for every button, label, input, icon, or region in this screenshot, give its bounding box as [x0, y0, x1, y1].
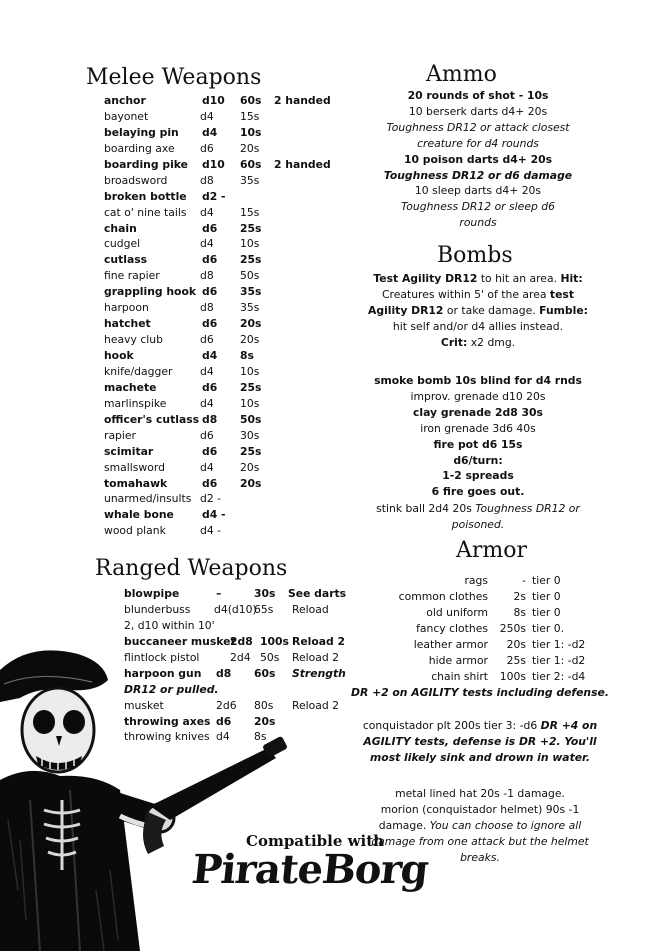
bombs-hit-label: Hit: [560, 272, 583, 285]
melee-row [104, 523, 344, 539]
armor-cost: - [522, 574, 526, 587]
bomb-item: 6 fire goes out. [431, 485, 525, 499]
ammo-line: 10 sleep darts d4+ 20s [414, 184, 542, 198]
armor-row [386, 621, 586, 637]
armor-row [386, 669, 586, 685]
ranged-weapons-title: Ranged Weapons [95, 556, 288, 581]
melee-row [104, 491, 344, 507]
conquistador-effect: DR +4 on [540, 719, 598, 732]
weapon-damage: d4 [200, 109, 214, 123]
conquistador-effect-2: AGILITY tests, defense is DR +2. You'll [363, 734, 597, 748]
bombs-rule-text: or take damage. [443, 303, 540, 317]
morion-effect-3: breaks. [460, 850, 500, 864]
armor-row [386, 653, 586, 669]
ammo-line: Toughness DR12 or d6 damage [383, 168, 573, 182]
weapon-name: hatchet [104, 317, 151, 331]
weapon-cost: 25s [240, 221, 262, 235]
weapon-name: broken bottle [104, 189, 187, 203]
weapon-damage: d8 [200, 173, 214, 187]
armor-tier: tier 0 [532, 574, 561, 587]
weapon-note: See darts [288, 587, 347, 600]
armor-row [386, 589, 586, 605]
weapon-cost: 30s [240, 428, 260, 442]
weapon-name: blunderbuss [124, 602, 191, 616]
weapon-cost: 65s [254, 602, 274, 616]
armor-cost: 2s [513, 589, 526, 603]
armor-tier: tier 0 [532, 605, 561, 619]
weapon-damage: d6 [202, 317, 218, 331]
weapon-cost: 10s [240, 237, 260, 251]
bomb-item: fire pot d6 15s [433, 437, 523, 451]
armor-name: rags [464, 574, 488, 587]
weapon-cost: 60s [240, 157, 262, 171]
armor-row [386, 573, 586, 589]
weapon-name: belaying pin [104, 125, 179, 139]
bombs-title: Bombs [437, 243, 513, 268]
weapon-cost: 50s [260, 650, 280, 664]
weapon-name: harpoon gun [124, 666, 202, 680]
weapon-cost: 20s [240, 333, 260, 347]
melee-row [104, 93, 344, 109]
bombs-rule-text: to hit an area. [477, 272, 561, 285]
armor-row [386, 637, 586, 653]
armor-cost: 100s [499, 669, 526, 683]
weapon-damage: d4 [216, 730, 230, 744]
melee-row [104, 300, 344, 316]
bombs-rule-text: x2 dmg. [467, 335, 516, 349]
melee-row [104, 236, 344, 252]
armor-name: fancy clothes [416, 621, 488, 635]
weapon-name: throwing knives [124, 730, 210, 744]
melee-row [104, 125, 344, 141]
morion-effect: You can choose to ignore all [429, 818, 582, 832]
weapon-name: heavy club [104, 333, 163, 347]
bomb-item: improv. grenade d10 20s [410, 389, 546, 403]
weapon-name: unarmed/insults [104, 492, 192, 506]
bombs-fumble-label: Fumble: [539, 303, 588, 317]
weapon-note: 2 handed [274, 157, 331, 171]
weapon-cost: 20s [240, 460, 260, 474]
weapon-cost: 35s [240, 173, 260, 187]
stink-ball-text: stink ball 2d4 20s [376, 502, 476, 515]
weapon-damage: 2d6 [216, 698, 237, 712]
morion-line: morion (conquistador helmet) 90s -1 [380, 802, 580, 816]
weapon-name: grappling hook [104, 285, 197, 299]
ammo-line: 20 rounds of shot - 10s [407, 89, 549, 102]
stink-ball-effect: Toughness DR12 or [475, 502, 580, 515]
melee-weapons-title: Melee Weapons [86, 65, 262, 90]
weapon-cost: 20s [254, 714, 276, 728]
bombs-rules [350, 271, 606, 351]
ammo-line: rounds [459, 216, 497, 230]
ranged-row [124, 602, 346, 618]
weapon-name: flintlock pistol [124, 650, 200, 664]
bombs-rule-text: Creatures within 5' of the area [381, 287, 550, 301]
weapon-cost: 60s [254, 666, 276, 680]
weapon-name: musket [124, 698, 164, 712]
conquistador-text: conquistador plt 200s tier 3: -d6 [362, 719, 541, 732]
melee-row [104, 507, 344, 523]
bomb-item: smoke bomb 10s blind for d4 rnds [374, 374, 582, 387]
armor-cost: 8s [513, 605, 526, 619]
weapon-name: 2, d10 within 10' [124, 618, 215, 632]
weapon-cost: 15s [240, 205, 260, 219]
melee-row [104, 252, 344, 268]
weapon-damage: – [216, 587, 222, 600]
weapon-damage: d6 [200, 333, 214, 347]
ammo-line: Toughness DR12 or attack closest [386, 120, 570, 134]
melee-row [104, 348, 344, 364]
weapon-damage: d6 [202, 285, 218, 299]
weapon-cost: 35s [240, 285, 262, 299]
weapon-name: harpoon [104, 301, 149, 315]
weapon-cost: 80s [254, 698, 274, 712]
weapon-cost: 50s [240, 412, 262, 426]
weapon-name: fine rapier [104, 269, 160, 283]
bombs-rule-text: hit self and/or d4 allies instead. [392, 319, 564, 333]
weapon-name: whale bone [104, 508, 174, 522]
melee-row [104, 380, 344, 396]
weapon-damage: d8 [202, 412, 218, 426]
weapon-damage: d10 [202, 157, 225, 171]
weapon-cost: 25s [240, 380, 262, 394]
melee-row [104, 364, 344, 380]
weapon-cost: 35s [240, 301, 260, 315]
bombs-agility-label: Agility DR12 [368, 303, 444, 317]
bomb-item: 1-2 spreads [442, 469, 514, 483]
weapon-damage: d4 - [200, 524, 222, 538]
weapon-damage: d4 [200, 205, 214, 219]
melee-row [104, 428, 344, 444]
weapon-name: chain [104, 221, 137, 235]
weapon-name: tomahawk [104, 476, 168, 490]
bomb-item: iron grenade 3d6 40s [420, 421, 536, 435]
weapon-cost: 15s [240, 109, 260, 123]
weapon-name: cudgel [104, 237, 141, 251]
weapon-damage: d6 [200, 428, 214, 442]
melee-row [104, 189, 344, 205]
weapon-damage: d8 [200, 269, 214, 283]
weapon-name: broadsword [104, 173, 168, 187]
armor-name: hide armor [428, 653, 488, 667]
melee-weapons-table [104, 93, 344, 539]
weapon-damage: d4(d10) [214, 602, 257, 616]
weapon-damage: d6 [202, 476, 218, 490]
melee-row [104, 396, 344, 412]
ammo-line: 10 berserk darts d4+ 20s [408, 104, 548, 118]
weapon-damage: d4 [200, 396, 214, 410]
weapon-note: Reload [292, 602, 329, 616]
weapon-name: rapier [104, 428, 136, 442]
weapon-name: cutlass [104, 253, 148, 267]
weapon-name: DR12 or pulled. [124, 682, 219, 696]
weapon-damage: d4 - [202, 508, 226, 522]
armor-tier: tier 2: -d4 [532, 669, 586, 683]
bomb-item: d6/turn: [453, 453, 503, 467]
weapon-name: scimitar [104, 444, 154, 458]
weapon-name: smallsword [104, 460, 165, 474]
weapon-cost: 25s [240, 253, 262, 267]
weapon-damage: d4 [202, 125, 218, 139]
weapon-damage: d6 [202, 221, 218, 235]
compatible-with-label: Compatible with [246, 832, 385, 850]
armor-cost: 250s [499, 621, 526, 635]
weapon-cost: 60s [240, 94, 262, 107]
ammo-line: 10 poison darts d4+ 20s [403, 152, 553, 166]
weapon-name: hook [104, 349, 134, 362]
weapon-note: 2 handed [274, 94, 331, 107]
armor-name: common clothes [398, 589, 488, 603]
melee-row [104, 476, 344, 492]
melee-row [104, 173, 344, 189]
armor-tier: tier 1: -d2 [532, 653, 586, 667]
weapon-note: Reload 2 [292, 634, 346, 648]
stink-ball-entry [350, 501, 606, 533]
weapon-damage: d6 [202, 253, 218, 267]
weapon-note: Reload 2 [292, 698, 340, 712]
armor-agility-note [345, 685, 615, 701]
weapon-note: Strength [292, 666, 346, 680]
armor-tier: tier 0 [532, 589, 561, 603]
melee-row [104, 332, 344, 348]
weapon-damage: d8 [200, 301, 214, 315]
weapon-name: throwing axes [124, 714, 211, 728]
bombs-list [350, 373, 606, 500]
weapon-damage: d6 [216, 714, 232, 728]
weapon-damage: d6 [202, 380, 218, 394]
weapon-cost: 8s [240, 349, 254, 362]
weapon-name: boarding pike [104, 157, 189, 171]
weapon-cost: 20s [240, 141, 260, 155]
weapon-note: Reload 2 [292, 650, 340, 664]
ranged-row [124, 618, 346, 634]
bombs-crit-label: Crit: [440, 335, 468, 349]
melee-row [104, 316, 344, 332]
conquistador-plate-entry [345, 718, 615, 766]
weapon-name: boarding axe [104, 141, 175, 155]
armor-row [386, 605, 586, 621]
weapon-name: buccaneer musket [124, 634, 236, 648]
armor-name: old uniform [426, 605, 488, 619]
weapon-cost: 30s [254, 587, 276, 600]
armor-name: leather armor [413, 637, 488, 651]
melee-row [104, 284, 344, 300]
bombs-test-label: Test Agility DR12 [373, 272, 478, 285]
ammo-line: Toughness DR12 or sleep d6 [401, 200, 555, 214]
melee-row [104, 157, 344, 173]
melee-row [104, 444, 344, 460]
weapon-cost: 10s [240, 125, 262, 139]
pirate-borg-logo: PirateBorg [189, 846, 431, 893]
melee-row [104, 412, 344, 428]
stink-ball-effect-end: poisoned. [451, 517, 505, 531]
metal-lined-hat: metal lined hat 20s -1 damage. [395, 787, 565, 800]
weapon-damage: d4 [200, 460, 214, 474]
weapon-name: machete [104, 380, 157, 394]
melee-row [104, 460, 344, 476]
conquistador-effect-3: most likely sink and drown in water. [370, 750, 590, 764]
weapon-damage: d10 [202, 94, 225, 107]
weapon-cost: 8s [254, 730, 267, 744]
weapon-damage: d4 [202, 349, 218, 362]
weapon-name: bayonet [104, 109, 149, 123]
weapon-cost: 10s [240, 364, 260, 378]
ranged-row [124, 586, 346, 602]
weapon-damage: d8 [216, 666, 232, 680]
weapon-cost: 10s [240, 396, 260, 410]
armor-tier: tier 0. [532, 621, 565, 635]
weapon-name: knife/dagger [104, 364, 173, 378]
weapon-name: marlinspike [104, 396, 167, 410]
weapon-damage: 2d4 [230, 650, 251, 664]
armor-table [386, 573, 586, 685]
armor-name: chain shirt [431, 669, 488, 683]
armor-cost: 20s [506, 637, 526, 651]
weapon-name: officer's cutlass [104, 412, 200, 426]
melee-row [104, 268, 344, 284]
melee-row [104, 141, 344, 157]
weapon-damage: d6 [200, 141, 214, 155]
morion-text: damage. [378, 818, 430, 832]
bomb-item: clay grenade 2d8 30s [413, 405, 543, 419]
weapon-name: blowpipe [124, 587, 180, 600]
weapon-damage: d4 [200, 237, 214, 251]
armor-tier: tier 1: -d2 [532, 637, 586, 651]
weapon-cost: 100s [260, 634, 289, 648]
skeleton-pirate-illustration [0, 640, 300, 951]
morion-effect-2: damage from one attack but the helmet [371, 834, 589, 848]
weapon-cost: 50s [240, 269, 260, 283]
ammo-title: Ammo [426, 62, 497, 87]
ammo-list [360, 88, 596, 231]
melee-row [104, 205, 344, 221]
armor-title: Armor [456, 538, 528, 563]
bombs-test-word: test [549, 287, 574, 301]
weapon-damage: 2d8 [230, 634, 253, 648]
armor-cost: 25s [506, 653, 526, 667]
melee-row [104, 109, 344, 125]
weapon-name: wood plank [104, 524, 166, 538]
weapon-damage: d2 - [200, 492, 222, 506]
weapon-cost: 25s [240, 444, 262, 458]
weapon-cost: 20s [240, 317, 262, 331]
weapon-damage: d4 [200, 364, 214, 378]
melee-row [104, 221, 344, 237]
weapon-damage: d6 [202, 444, 218, 458]
weapon-cost: 20s [240, 476, 262, 490]
weapon-name: anchor [104, 94, 146, 107]
weapon-name: cat o' nine tails [104, 205, 187, 219]
ammo-line: creature for d4 rounds [417, 136, 539, 150]
weapon-damage: d2 - [202, 189, 226, 203]
armor-note: DR +2 on AGILITY tests including defense. [351, 686, 609, 699]
